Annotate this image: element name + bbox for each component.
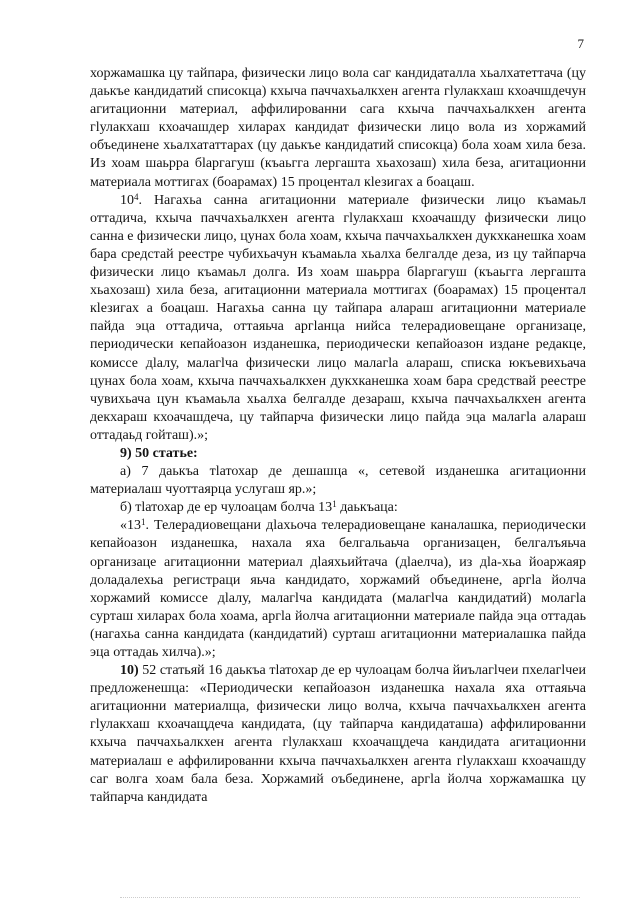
paragraph-text: а) 7 даькъа тlатохар де дешашца «, сетевой изданешка агитационни материалаш чуоттаярца услугаш яр.»; [90,464,586,498]
paragraph-text: хоржамашка цу тайпара, физически лицо вола саг кандидаталла хьалхатеттача (цу даькъе кандидатий списокца) кхыча паччахьалкхен агента гlулакхаш кхоачшдечун агитационни материал, аффилированни сага кхыча паччахьалкхен агента гlулакхаш кхоачашдер хиларах кандидат физически лицо вола из хоржамий объединене хьалхататтарах (цу даькъе кандидатий списокца) бола хоам хила беза. Из хоам шаьрра бlаргагуш (къаьгга лергашта хьахозаш) хила беза, агитационни материала моттигах (боарамах) 15 процентал кlезигах а боацаш. [90,66,586,190]
item-number: 10) [120,663,139,679]
subitem-a [90,463,586,499]
paragraph-text: даькъаца: [336,500,398,516]
item-10 [90,662,586,807]
paragraph-lead: б) тlатохар де ер чулоацам болча 13 [120,500,333,516]
superscript: 1 [141,517,146,528]
paragraph-text: . Телерадиовещани дlахьоча телерадиовещане каналашка, периодически кепайоазон изданешка, нахала яха белгальаьча организацен, белгалъяьча организаце агитационни материал дlаяхьийтача (дlаелча), из дlа-хьа йоаржаяр доладалехьа регистраци яьча кандидато, хоржамий объединене, аргlа йолча хоржамий комиссе дlалу, малагlча кандидата (малагlча кандидатий) молагlа сурташ хиларах бола хоама, аргlа йолча агитационни материале пайда эца оттадаь (нагахьа санна кандидата (кандидатий) сурташ агитационни материалашка пайда эца оттадаь хилча).»; [90,518,586,660]
paragraph-text: 52 статьяй 16 даькъа тlатохар де ер чулоацам болча йиълагlчеи пхелагlчеи предложенешца: «Периодически кепайоазон изданешка нахала яха оттаяьча агитационни материалща, физически лицо волча, кхыча паччахьалкхен агента гlулакхаш кхоачащдеча кандидата, (цу тайпарча кандидаташа) аффилированни кхыча паччахьалкхен агента гlулакхаш кхоачащдеча кандидата агитационни материалаш е аффилированни кхыча паччахьалкхен агента гlулакхаш кхоачашду саг волга хоам бала беза. Хоржамий оъбединене, аргlа йолча хоржамашка цу тайпарча кандидата [90,663,586,805]
paragraph-continuation [90,65,586,192]
document-body [90,65,586,807]
superscript: 1 [332,499,337,510]
paragraph-lead: «13 [120,518,141,534]
subitem-b [90,499,586,517]
scan-bleed-line [120,897,580,901]
paragraph-text: . Нагахьа санна агитационни материале физически лицо къамаьл оттадича, кхыча паччахьалкхен агента гlулакхаш кхоачашду физически лицо санна е физически лицо, цунах бола хоам, кхыча паччахьалкхен дукхканешка хоам бара средстай реестре чубихьачун къамаьла хьалха белгалде деза, из цу тайпарча физически лицо къамаьл долга. Из хоам шаьрра бlаргагуш (къаьгга лергашта хьахозаш) хила беза, агитационни материала моттигах (боарамах) 15 процентал кlезигах а боацаш. Нагахьа санна цу тайпара алараш агитационни материале пайда эца оттадича, оттаяьча аргlанца нийса телерадиовещане организаце, периодически кепайоазон изданешка, периодически кепайоазон издане редакце, комиссе дlалу, малагlча физически лицо малагlа алараш, списка юкъевихьача цунах бола хоам, кхыча паччахьалкхен дукхканешка хоам бара средствай реестре чувихьача цун къамаьла хьалха белгалде дезараш, кхыча паччахьалкхен агента декхараш кхоачашдеча, цу тайпарча физически лицо пайда эца малагlа алараш оттадаьд гойташ).»; [90,192,586,443]
superscript: 4 [134,191,139,202]
paragraph-13-1 [90,517,586,662]
item-heading-article-50 [90,445,586,463]
page-number: 7 [577,36,584,51]
item-heading-text: 9) 50 статье: [120,445,198,461]
paragraph-lead: 10 [120,192,134,208]
paragraph-10-4 [90,192,586,445]
